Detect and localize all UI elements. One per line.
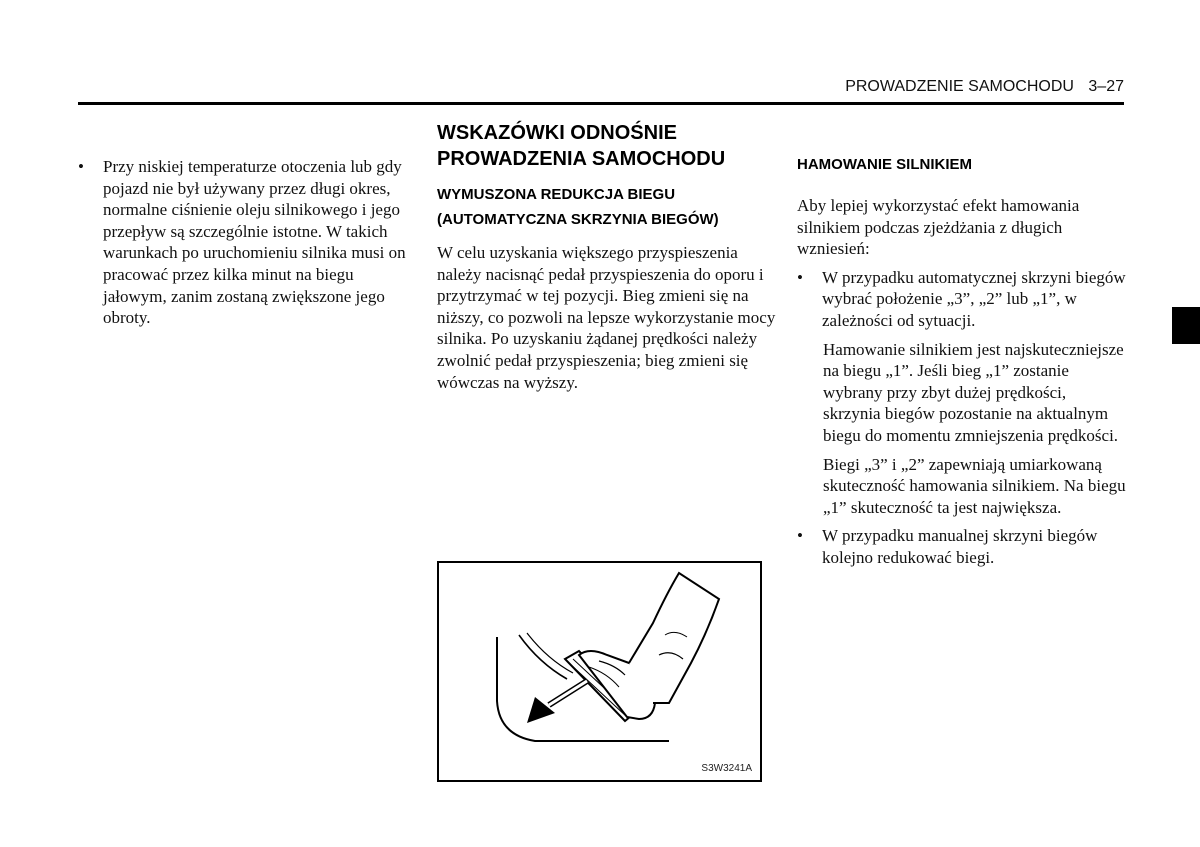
bullet-text: Przy niskiej temperaturze otoczenia lub gdy pojazd nie był używany przez długi okres, normalne ciśnienie oleju silnikowego i jego przepływ są szczególnie istotne. W takich warunkach po uruchomieniu silnika musi on pracować przez kilka minut na biegu jałowym, zanim zostaną zwiększone jego obroty. xyxy=(103,157,406,328)
right-column xyxy=(797,152,1127,569)
header-title: PROWADZENIE SAMOCHODU xyxy=(845,78,1074,95)
bullet-symbol: • xyxy=(78,157,84,176)
section-heading: WSKAZÓWKI ODNOŚNIE PROWADZENIA SAMOCHODU xyxy=(437,122,726,170)
bullet-paragraph: Biegi „3” i „2” zapewniają umiarkowaną skuteczność hamowania silnikiem. Na biegu „1” skuteczność ta jest największa. xyxy=(823,454,1126,517)
header-rule xyxy=(78,102,1124,105)
bullet-item xyxy=(797,525,1127,568)
page-number: 3–27 xyxy=(1088,78,1124,95)
bullet-text: W przypadku automatycznej skrzyni biegów wybrać położenie „3”, „2” lub „1”, w zależności od sytuacji. xyxy=(822,267,1126,330)
bullet-text: W przypadku manualnej skrzyni biegów kolejno redukować biegi. xyxy=(822,526,1098,567)
bullet-paragraph: Hamowanie silnikiem jest najskuteczniejsze na biegu „1”. Jeśli bieg „1” zostanie wybrany przy zbyt dużej prędkości, skrzynia biegów pozostanie na aktualnym biegu do momentu zmniejszenia prędkości. xyxy=(823,339,1124,445)
bullet-item xyxy=(797,267,1127,332)
bullet-symbol: • xyxy=(797,267,803,287)
middle-column xyxy=(437,120,777,393)
left-column xyxy=(78,156,413,329)
bullet-symbol: • xyxy=(797,526,803,546)
chapter-tab-marker xyxy=(1172,307,1200,344)
accelerator-pedal-icon xyxy=(439,563,760,780)
subsection-heading: HAMOWANIE SILNIKIEM xyxy=(797,156,972,173)
engine-braking-intro: Aby lepiej wykorzystać efekt hamowania silnikiem podczas zjeżdżania z długich wzniesień: xyxy=(797,196,1080,259)
page-header xyxy=(78,78,1124,96)
bullet-item xyxy=(78,156,413,329)
figure-label: S3W3241A xyxy=(701,763,752,774)
kickdown-paragraph: W celu uzyskania większego przyspieszenia należy nacisnąć pedał przyspieszenia do oporu i przytrzymać w tej pozycji. Bieg zmieni się na niższy, co pozwoli na lepsze wykorzystanie mocy silnika. Po uzyskaniu żądanej prędkości należy zwolnić pedał przyspieszenia; bieg zmieni się wówczas na wyższy. xyxy=(437,243,776,392)
pedal-figure xyxy=(437,561,762,782)
subsection-heading: WYMUSZONA REDUKCJA BIEGU (AUTOMATYCZNA SKRZYNIA BIEGÓW) xyxy=(437,186,719,228)
